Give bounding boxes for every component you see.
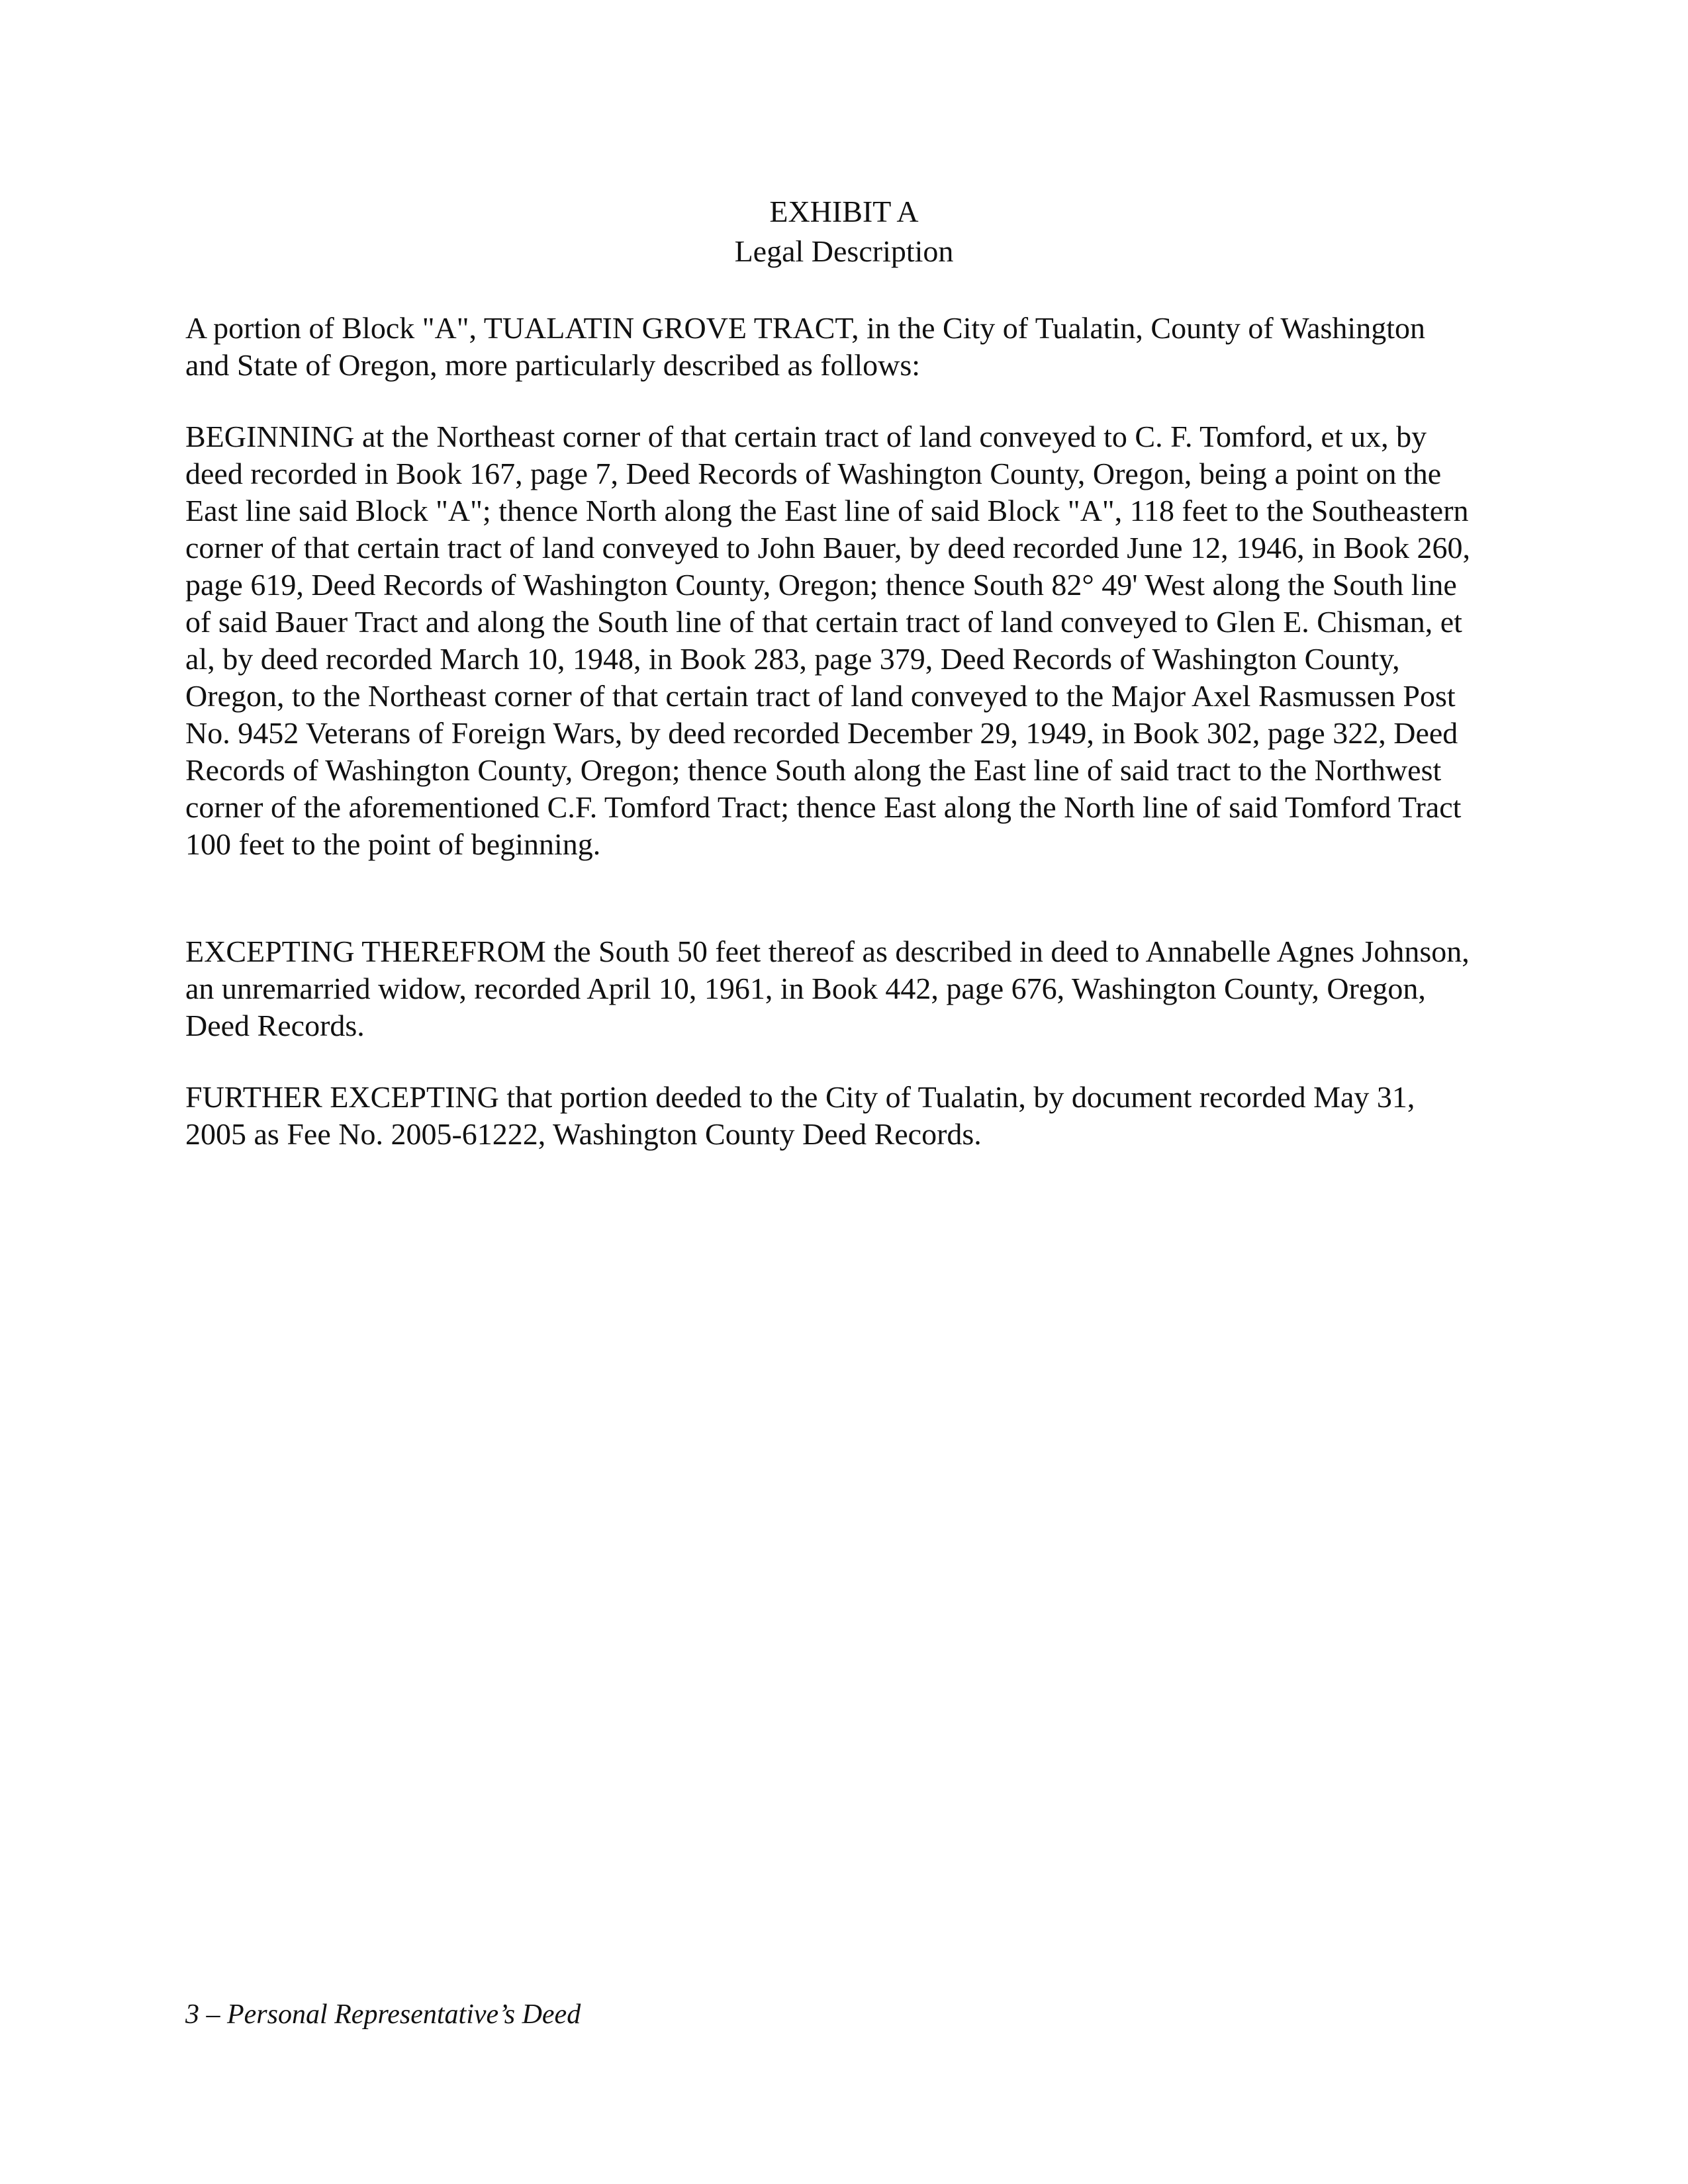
paragraph-beginning: BEGINNING at the Northeast corner of that certain tract of land conveyed to C. F. Tomford, et ux, by deed recorded in Book 167, page 7, Deed Records of Washington County, Oregon, being a point on the East line said Block "A"; thence North along the East line of said Block "A", 118 feet to the Southeastern corner of that certain tract of land conveyed to John Bauer, by deed recorded June 12, 1946, in Book 260, page 619, Deed Records of Washington County, Oregon; thence South 82° 49' West along the South line of said Bauer Tract and along the South line of that certain tract of land conveyed to Glen E. Chisman, et al, by deed recorded March 10, 1948, in Book 283, page 379, Deed Records of Washington County, Oregon, to the Northeast corner of that certain tract of land conveyed to the Major Axel Rasmussen Post No. 9452 Veterans of Foreign Wars, by deed recorded December 29, 1949, in Book 302, page 322, Deed Records of Washington County, Oregon; thence South along the East line of said tract to the Northwest corner of the aforementioned C.F. Tomford Tract; thence East along the North line of said Tomford Tract 100 feet to the point of beginning. [185, 420, 1471, 861]
paragraph-further-excepting: FURTHER EXCEPTING that portion deeded to the City of Tualatin, by document recorded May 31, 2005 as Fee No. 2005-61222, Washington County Deed Records. [185, 1080, 1415, 1151]
paragraph-intro: A portion of Block "A", TUALATIN GROVE TRACT, in the City of Tualatin, County of Washington and State of Oregon, more particularly described as follows: [185, 311, 1425, 382]
page-footer: 3 – Personal Representative’s Deed [185, 1999, 581, 2030]
exhibit-title: EXHIBIT A [769, 195, 919, 228]
paragraph-excepting: EXCEPTING THEREFROM the South 50 feet thereof as described in deed to Annabelle Agnes Johnson, an unremarried widow, recorded April 10, 1961, in Book 442, page 676, Washington County, Oregon, Deed Records. [185, 934, 1470, 1042]
exhibit-subtitle: Legal Description [734, 234, 954, 268]
